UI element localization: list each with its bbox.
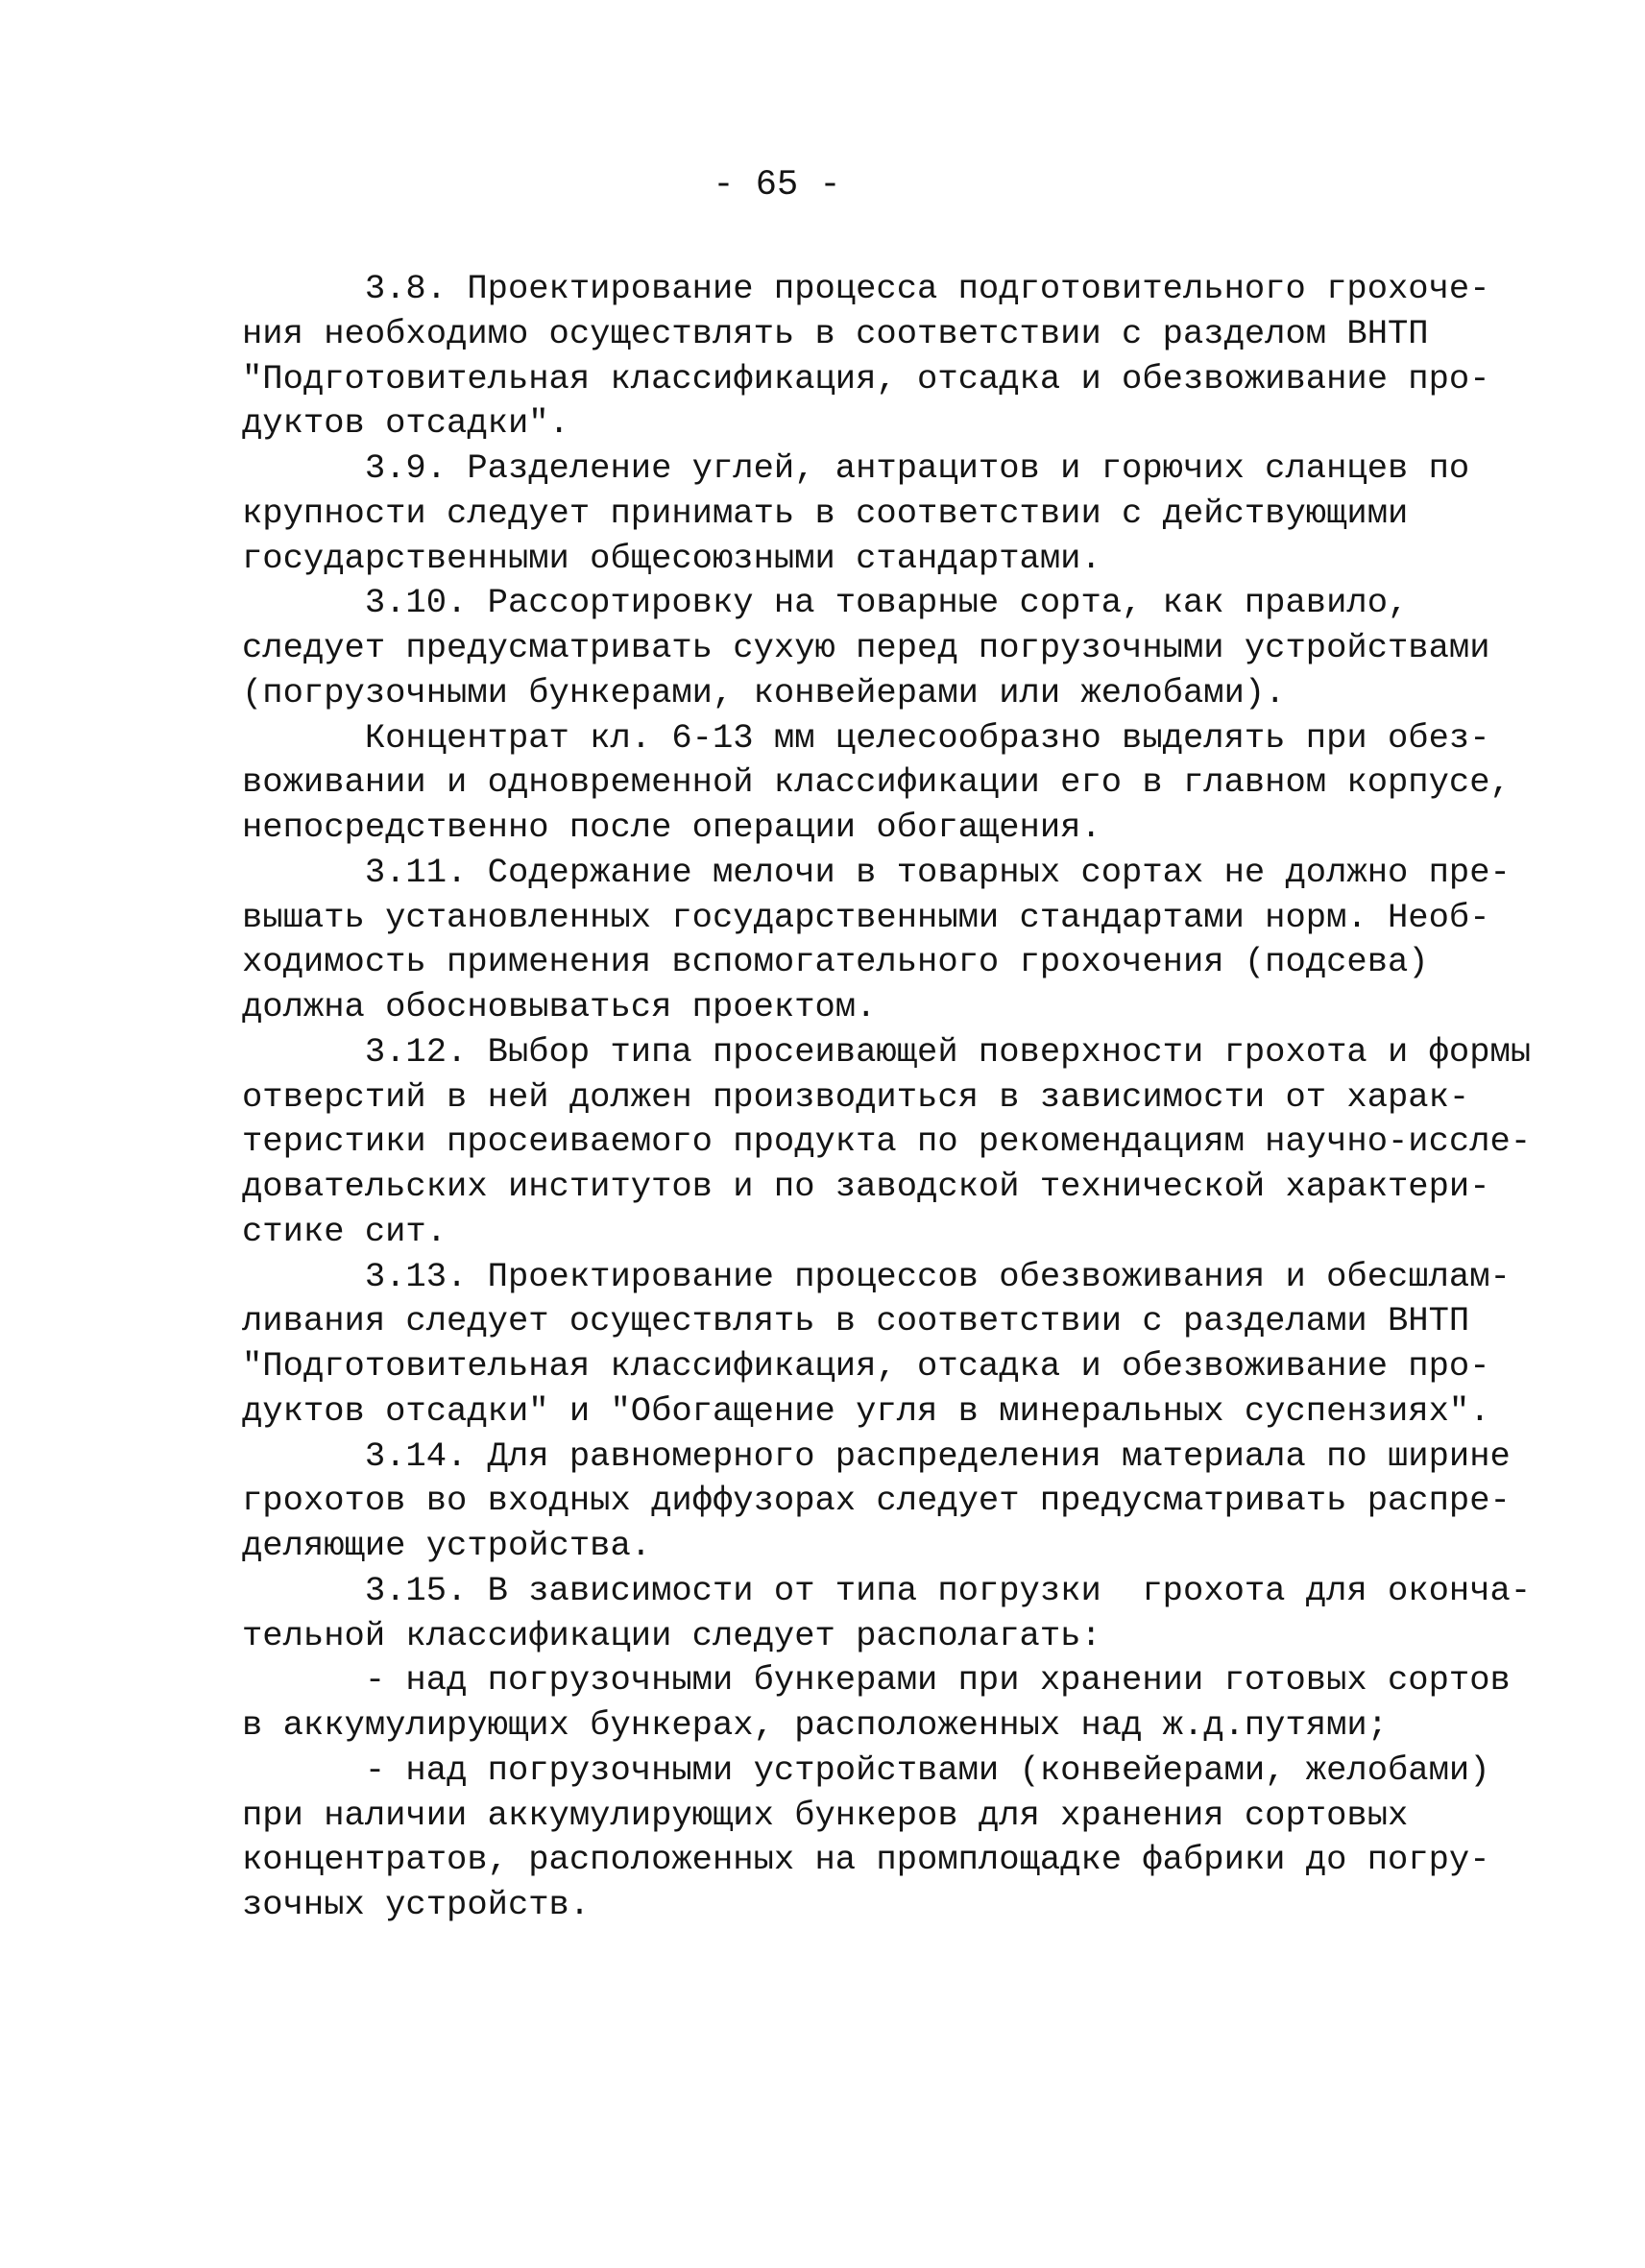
- text-line: грохотов во входных диффузорах следует предусматривать распре-: [242, 1481, 1511, 1521]
- text-line: тельной классификации следует располагать:: [242, 1615, 1101, 1655]
- page-number: - 65 -: [713, 165, 841, 205]
- text-line: концентратов, расположенных на промплощадке фабрики до погру-: [242, 1840, 1490, 1880]
- text-line: крупности следует принимать в соответствии с действующими: [242, 493, 1409, 533]
- text-line: ливания следует осуществлять в соответствии с разделами ВНТП: [242, 1301, 1470, 1341]
- text-line: вышать установленных государственными стандартами норм. Необ-: [242, 897, 1490, 937]
- text-line: 3.15. В зависимости от типа погрузки грохота для оконча-: [242, 1570, 1532, 1610]
- text-line: - над погрузочными устройствами (конвейерами, желобами): [242, 1749, 1490, 1790]
- text-line: 3.12. Выбор типа просеивающей поверхности грохота и формы: [242, 1031, 1532, 1072]
- text-line: довательских институтов и по заводской технической характери-: [242, 1167, 1490, 1206]
- text-line: воживании и одновременной классификации его в главном корпусе,: [242, 762, 1511, 803]
- text-line: должна обосновываться проектом.: [242, 987, 877, 1026]
- text-line: дуктов отсадки" и "Обогащение угля в минеральных суспензиях".: [242, 1390, 1490, 1431]
- text-line: государственными общесоюзными стандартами.: [242, 538, 1101, 578]
- text-line: 3.11. Содержание мелочи в товарных сортах не должно пре-: [242, 852, 1511, 892]
- text-line: дуктов отсадки".: [242, 403, 569, 444]
- text-line: зочных устройств.: [242, 1885, 591, 1924]
- text-line: "Подготовительная классификация, отсадка и обезвоживание про-: [242, 1346, 1490, 1386]
- body-text: [242, 267, 1532, 1928]
- text-line: ния необходимо осуществлять в соответствии с разделом ВНТП: [242, 313, 1429, 353]
- text-line: 3.8. Проектирование процесса подготовительного грохоче-: [242, 269, 1490, 308]
- text-line: ходимость применения вспомогательного грохочения (подсева): [242, 942, 1429, 982]
- text-line: деляющие устройства.: [242, 1526, 652, 1565]
- text-line: стике сит.: [242, 1211, 448, 1251]
- text-line: 3.14. Для равномерного распределения материала по ширине: [242, 1436, 1511, 1476]
- text-line: 3.10. Рассортировку на товарные сорта, как правило,: [242, 583, 1409, 623]
- text-line: (погрузочными бункерами, конвейерами или желобами).: [242, 672, 1286, 712]
- text-line: отверстий в ней должен производиться в зависимости от харак-: [242, 1076, 1470, 1117]
- text-line: - над погрузочными бункерами при хранении готовых сортов: [242, 1660, 1511, 1701]
- text-line: следует предусматривать сухую перед погрузочными устройствами: [242, 628, 1490, 667]
- text-line: при наличии аккумулирующих бункеров для хранения сортовых: [242, 1795, 1409, 1835]
- text-line: Концентрат кл. 6-13 мм целесообразно выделять при обез-: [242, 717, 1490, 758]
- text-line: в аккумулирующих бункерах, расположенных над ж.д.путями;: [242, 1705, 1388, 1745]
- text-line: 3.9. Разделение углей, антрацитов и горючих сланцев по: [242, 448, 1470, 488]
- text-line: "Подготовительная классификация, отсадка и обезвоживание про-: [242, 358, 1490, 398]
- text-line: теристики просеиваемого продукта по рекомендациям научно-иссле-: [242, 1122, 1532, 1162]
- text-line: непосредственно после операции обогащения.: [242, 808, 1101, 847]
- text-line: 3.13. Проектирование процессов обезвоживания и обесшлам-: [242, 1256, 1511, 1296]
